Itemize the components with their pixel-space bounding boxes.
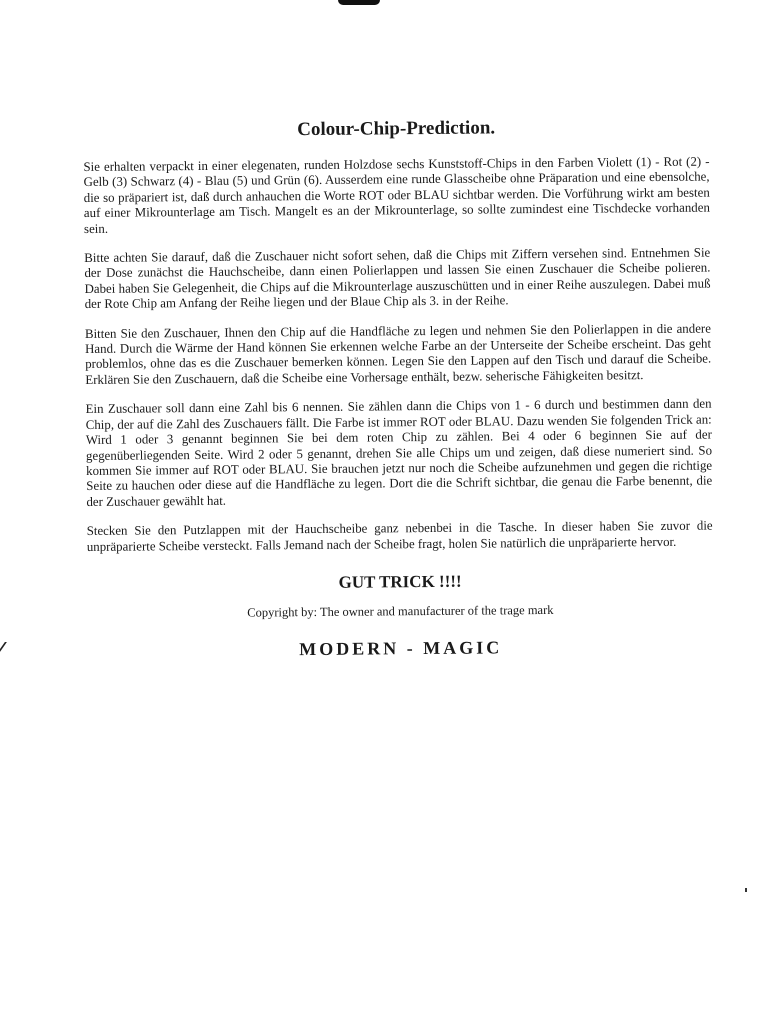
paragraph-preparation: Bitte achten Sie darauf, daß die Zuschauer nicht sofort sehen, daß die Chips mit Ziffern versehen sind. Entnehmen Sie der Dose zunächst die Hauchscheibe, dann einen Polierlappen und lassen Sie einen Zuschauer die Scheibe polieren. Dabei haben Sie Gelegenheit, die Chips auf die Mikrounterlage auszuschütten und in einer Reihe auszulegen. Dabei muß der Rote Chip am Anfang der Reihe liegen und der Blaue Chip als 3. in der Reihe. — [84, 245, 711, 312]
scan-artifact-top — [338, 0, 380, 5]
paragraph-intro: Sie erhalten verpackt in einer elegenaten, runden Holzdose sechs Kunststoff-Chips in den Farben Violett (1) - Rot (2) - Gelb (3) Schwarz (4) - Blau (5) und Grün (6). Ausserdem eine runde Glasscheibe ohne Präparation und eine ebensolche, die so präpariert ist, daß durch anhauchen die Worte ROT oder BLAU sichtbar werden. Die Vorführung wirkt am besten auf einer Mikrounterlage am Tisch. Mangelt es an der Mikrounterlage, so sollte zumindest eine Tischdecke vorhanden sein. — [83, 154, 710, 236]
document-page — [83, 107, 714, 662]
paragraph-cleanup: Stecken Sie den Putzlappen mit der Hauchscheibe ganz nebenbei in die Tasche. In dieser haben Sie zuvor die unpräparierte Scheibe versteckt. Falls Jemand nach der Scheibe fragt, holen Sie natürlich die unpräparierte hervor. — [86, 518, 713, 554]
paragraph-method: Ein Zuschauer soll dann eine Zahl bis 6 nennen. Sie zählen dann die Chips von 1 - 6 durch und bestimmen dann den Chip, der auf die Zahl des Zuschauers fällt. Die Farbe ist immer ROT oder BLAU. Dazu wenden Sie folgenden Trick an: Wird 1 oder 3 genannt beginnen Sie bei dem roten Chip zu zählen. Bei 4 oder 6 beginnen Sie auf der gegenüberliegenden Seite. Wird 2 oder 5 genannt, drehen Sie alle Chips um und zeigen, daß diese numeriert sind. So kommen Sie immer auf ROT oder BLAU. Sie brauchen jetzt nur noch die Scheibe aufzunehmen und gegen die richtige Seite zu hauchen oder diese auf die Handfläche zu legen. Dort die die Schrift sichtbar, die genau die Farbe benennt, die der Zuschauer gewählt hat. — [85, 396, 713, 509]
scan-artifact-right — [745, 888, 747, 892]
paragraph-presentation: Bitten Sie den Zuschauer, Ihnen den Chip auf die Handfläche zu legen und nehmen Sie den Polierlappen in die andere Hand. Durch die Wärme der Hand können Sie erkennen welche Farbe an der Unterseite der Scheibe erscheint. Das geht problemlos, ohne das es die Zuschauer bemerken können. Legen Sie den Lappen auf den Tisch und darauf die Scheibe. Erklären Sie den Zuschauern, daß die Scheibe eine Vorhersage enthält, bezw. seherische Fähigkeiten besitzt. — [84, 321, 712, 387]
copyright-line: Copyright by: The owner and manufacturer of the trage mark — [247, 602, 554, 620]
brand-name: MODERN - MAGIC — [299, 637, 503, 660]
closing-exclamation: GUT TRICK !!!! — [338, 571, 462, 592]
scan-artifact-left — [0, 642, 15, 656]
document-title: Colour-Chip-Prediction. — [297, 117, 496, 141]
